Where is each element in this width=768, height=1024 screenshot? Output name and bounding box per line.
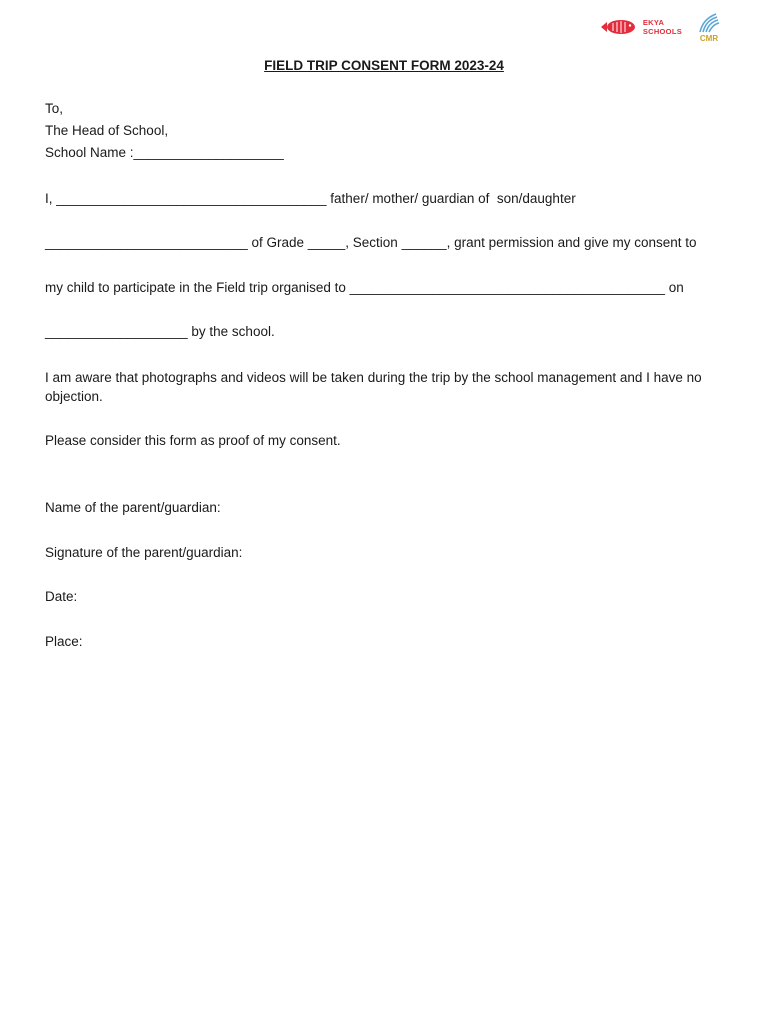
date-label: Date: bbox=[45, 589, 78, 604]
form-title: FIELD TRIP CONSENT FORM 2023-24 bbox=[264, 58, 504, 73]
schools-logo-word: SCHOOLS bbox=[642, 26, 682, 36]
address-to: To, bbox=[45, 101, 64, 116]
cmr-logo bbox=[696, 10, 722, 43]
fish-icon bbox=[599, 19, 639, 35]
swan-wing-icon bbox=[696, 10, 722, 36]
ekya-schools-logo bbox=[599, 18, 682, 36]
place-label: Place: bbox=[45, 634, 83, 649]
ekya-logo-text bbox=[643, 18, 682, 36]
photo-consent-paragraph: I am aware that photographs and videos will be taken during the trip by the school management and I have no objection. bbox=[45, 370, 702, 404]
parent-name-line: I, ____________________________________ father/ mother/ guardian of son/daughter bbox=[45, 191, 576, 206]
parent-name-label: Name of the parent/guardian: bbox=[45, 500, 221, 515]
proof-of-consent-text: Please consider this form as proof of my consent. bbox=[45, 433, 341, 448]
child-grade-section-line: ___________________________ of Grade _____, Section ______, grant permission and give my consent to bbox=[45, 235, 697, 250]
school-name-field: School Name :____________________ bbox=[45, 145, 284, 160]
cmr-logo-text: CMR bbox=[699, 34, 719, 43]
trip-destination-line: my child to participate in the Field trip organised to __________________________________________ on bbox=[45, 280, 684, 295]
parent-signature-label: Signature of the parent/guardian: bbox=[45, 545, 243, 560]
trip-date-line: ___________________ by the school. bbox=[45, 324, 275, 339]
ekya-logo-word: EKYA bbox=[642, 17, 665, 27]
header-logos bbox=[599, 10, 722, 43]
address-head-of-school: The Head of School, bbox=[45, 123, 169, 138]
